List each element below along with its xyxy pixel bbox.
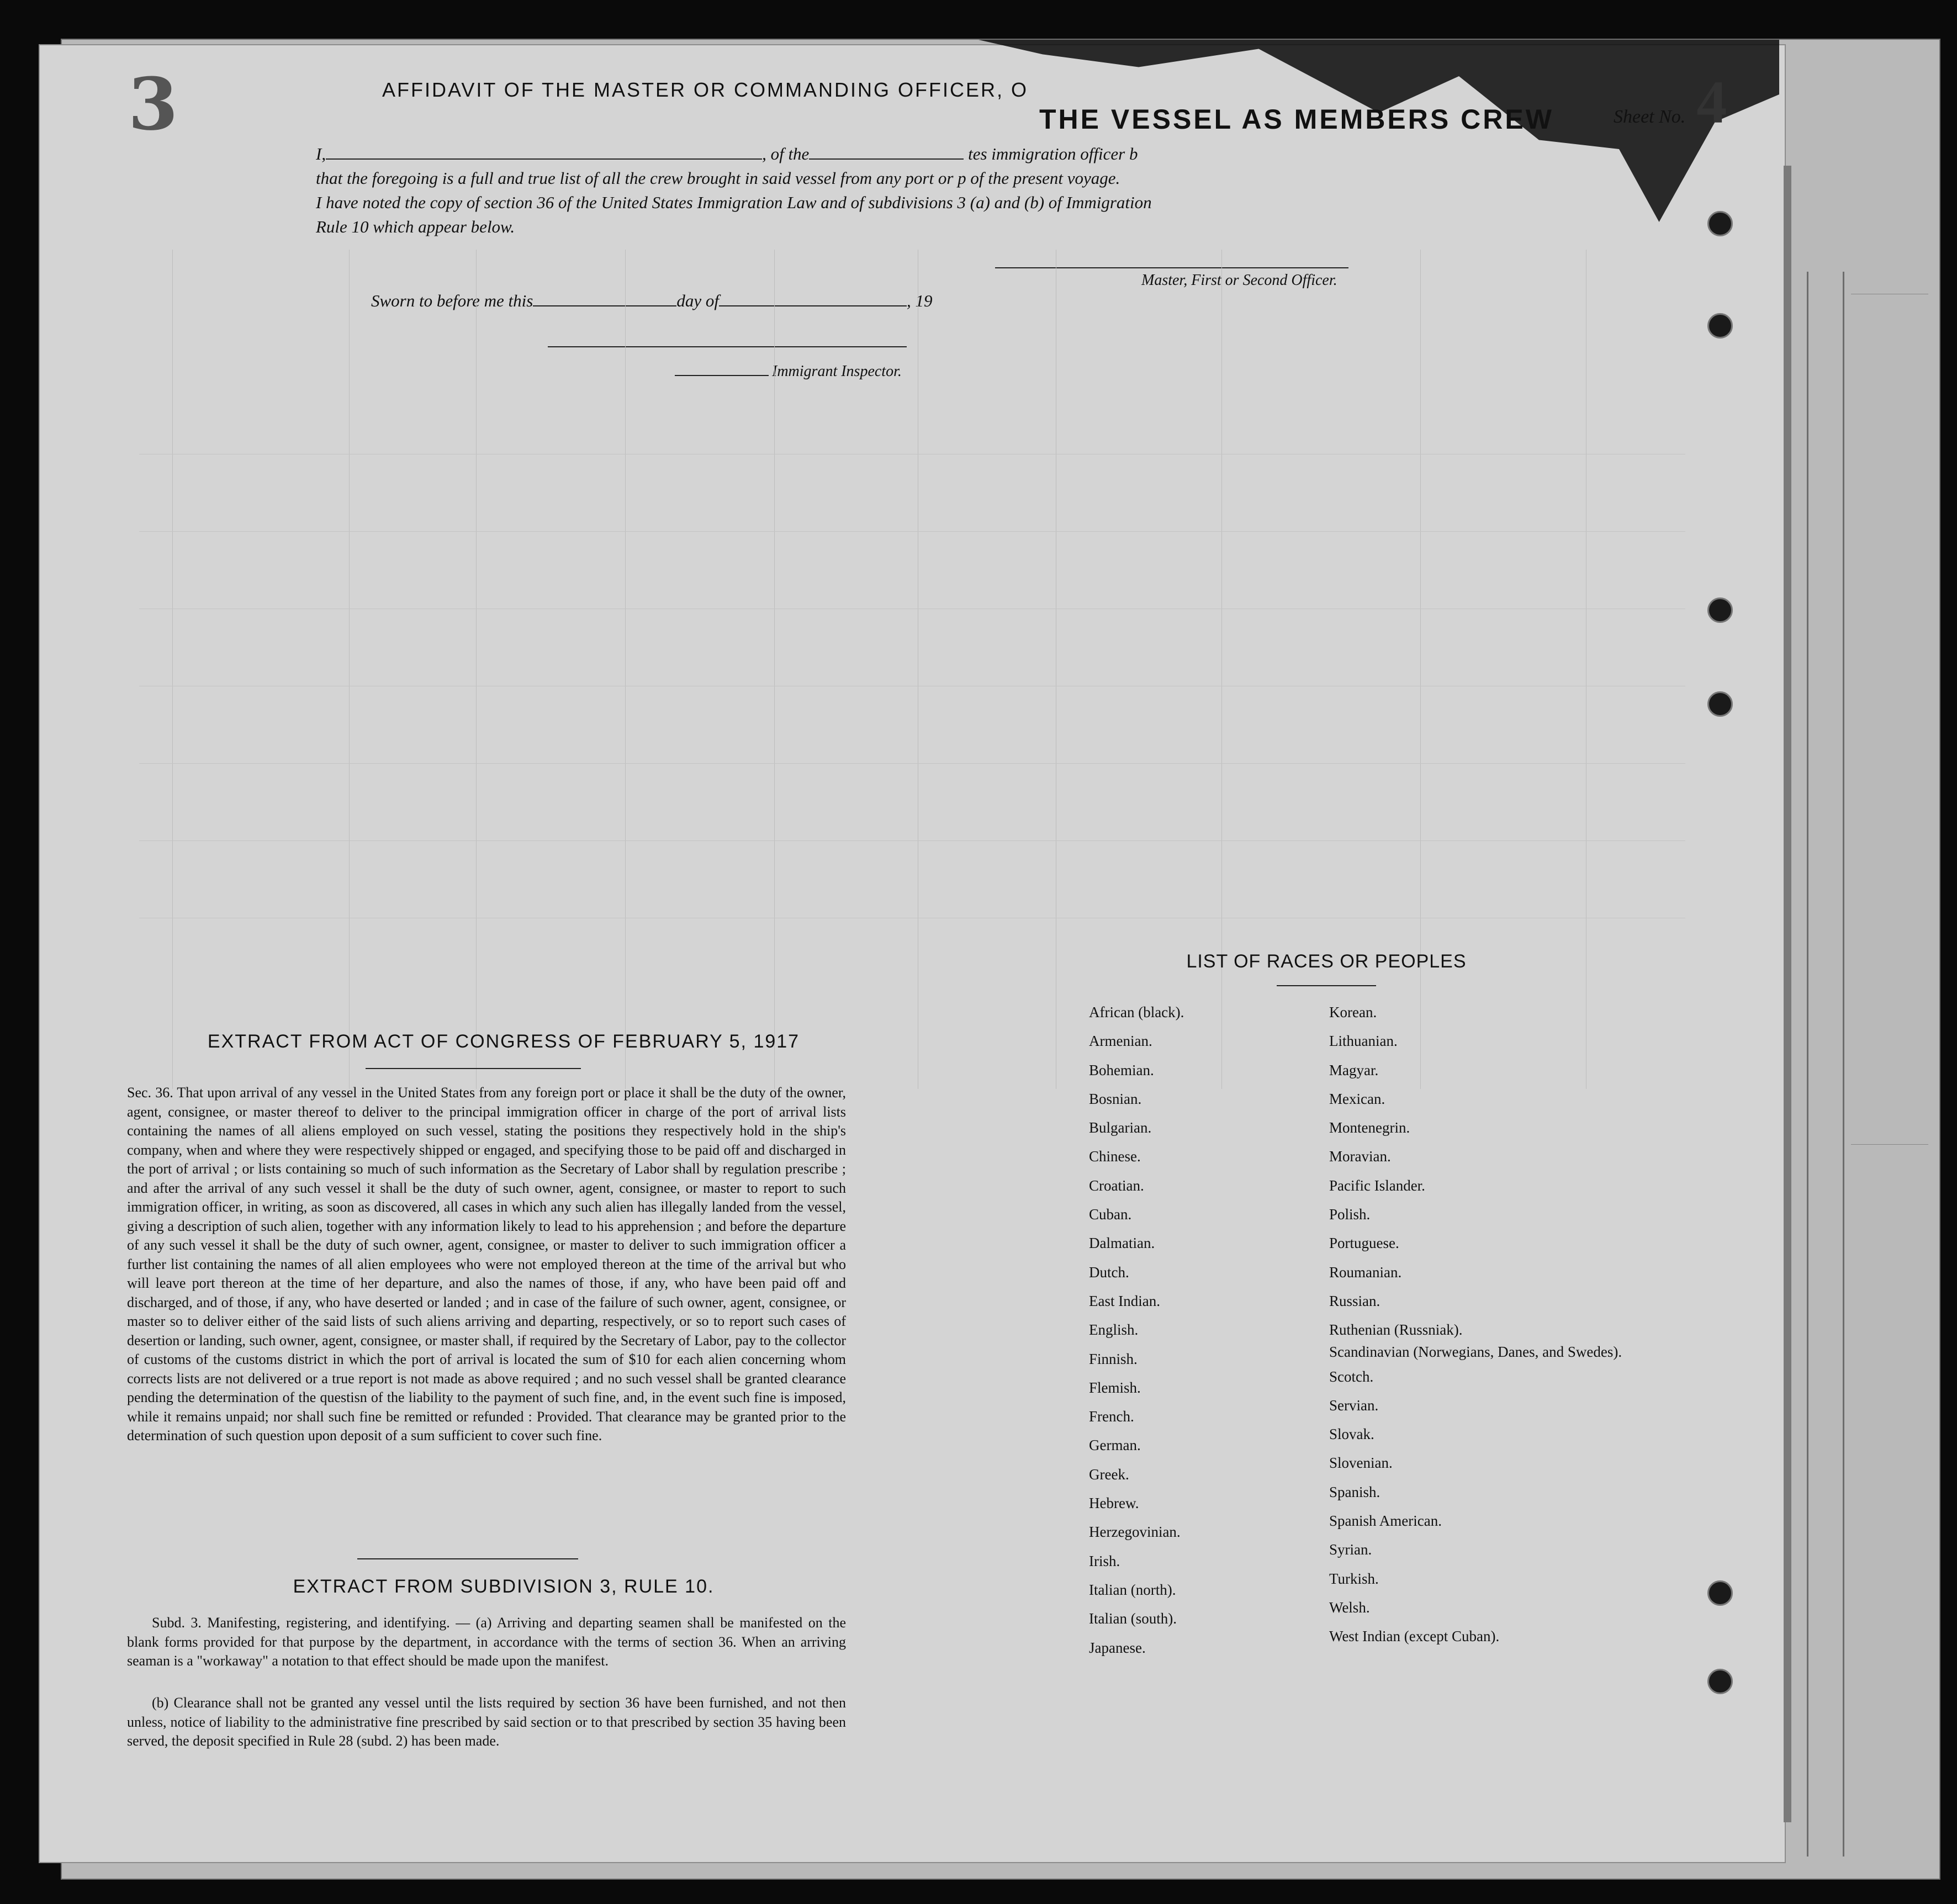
races-column-2 <box>1329 998 1622 1651</box>
race-item: African (black). <box>1089 1004 1184 1020</box>
binder-hole <box>1707 1669 1733 1694</box>
race-item: Herzegovinian. <box>1089 1524 1181 1541</box>
signature-line <box>995 267 1348 268</box>
race-item: Italian (north). <box>1089 1581 1176 1598</box>
binder-hole <box>1707 1580 1733 1606</box>
binder-hole <box>1707 691 1733 717</box>
race-item: Roumanian. <box>1329 1263 1402 1281</box>
race-item: Italian (south). <box>1089 1610 1177 1627</box>
month-blank <box>719 305 907 306</box>
table-rule <box>139 531 1685 532</box>
affidavit-title-line1: AFFIDAVIT OF THE MASTER OR COMMANDING OFFICER, O <box>382 78 1029 101</box>
corner-mark: 3 <box>128 62 178 146</box>
table-rule <box>349 250 350 1089</box>
sworn-statement: Sworn to before me this day of , 19 <box>371 291 933 310</box>
sheet-number-value: 4 <box>1696 68 1727 136</box>
rule-extract-title: EXTRACT FROM SUBDIVISION 3, RULE 10. <box>293 1576 715 1597</box>
race-item: Lithuanian. <box>1329 1033 1398 1050</box>
race-item: Hebrew. <box>1089 1495 1139 1512</box>
grid-rule <box>1851 1144 1928 1145</box>
affidavit-page <box>39 44 1786 1863</box>
affidavit-line-4: Rule 10 which appear below. <box>316 217 515 236</box>
race-item: Spanish. <box>1329 1483 1381 1500</box>
race-item: Cuban. <box>1089 1206 1132 1223</box>
race-item: West Indian (except Cuban). <box>1329 1628 1500 1645</box>
race-item: Armenian. <box>1089 1033 1152 1050</box>
inspector-label: Immigrant Inspector. <box>675 363 902 380</box>
race-item: Japanese. <box>1089 1639 1146 1656</box>
races-column-1 <box>1089 998 1184 1662</box>
rule-extract-rule <box>357 1558 578 1559</box>
race-item: French. <box>1089 1408 1134 1425</box>
race-item: Slovenian. <box>1329 1455 1393 1472</box>
table-rule <box>139 763 1685 764</box>
race-item: Finnish. <box>1089 1350 1138 1367</box>
race-item: Bohemian. <box>1089 1061 1154 1078</box>
act-extract-text: Sec. 36. That upon arrival of any vessel in the United States from any foreign port or place it shall be the duty of the owner, agent, consignee, or master thereof to deliver to the principal immigration officer in charge of the port of arrival lists containing the names of all aliens employed on such vessel, stating the positions they respectively hold in the ship's company, when and where they were respectively shipped or engaged, and specifying those to be paid off and discharged in the port of arrival ; or lists containing so much of such information as the Secretary of Labor shall by regulation prescribe ; and after the arrival of any such vessel it shall be the duty of such owner, agent, consignee, or master to report to such immigration officer, in writing, as soon as discovered, all cases in which any such alien has illegally landed from the vessel, giving a description of such alien, together with any information likely to lead to his apprehension ; and before the departure of any such vessel it shall be the duty of such owner, agent, consignee, or master to deliver to such immigration officer a further list containing the names of all alien employees who were not employed thereon at the time of the arrival but who will leave port thereon at the time of her departure, and also the names of those, if any, who have been paid off and discharged, and of those, if any, who have deserted or landed ; and in case of the failure of such owner, agent, consignee, or master so to deliver either of the said lists of such aliens arriving and departing, respectively, or so to report such cases of desertion or landing, such owner, agent, consignee, or master shall, if required by the Secretary of Labor, pay to the collector of customs of the customs district in which the port of arrival is located the sum of $10 for each alien concerning whom corrects lists are not delivered or a true report is not made as above required ; and no such vessel shall be granted clearance pending the determination of the questisn of the liability to the payment of such fine, and, in the event such fine is imposed, while it remains unpaid; nor shall such fine be remitted or refunded : Provided. That clearance may be granted prior to the determination of such question upon deposit of a sum sufficient to cover such fine. <box>127 1085 846 1443</box>
race-item: Bosnian. <box>1089 1090 1142 1107</box>
race-item: Russian. <box>1329 1292 1381 1309</box>
grid-rule <box>1807 272 1808 1857</box>
race-item: Ruthenian (Russniak). <box>1329 1321 1463 1339</box>
races-title: LIST OF RACES OR PEOPLES <box>1186 951 1467 972</box>
race-item: Welsh. <box>1329 1599 1370 1616</box>
binder-hole <box>1707 597 1733 623</box>
table-rule <box>774 250 775 1089</box>
binder-hole <box>1707 211 1733 236</box>
table-rule <box>139 840 1685 841</box>
race-item: Scotch. <box>1329 1368 1374 1385</box>
race-item: Pacific Islander. <box>1329 1177 1425 1194</box>
race-item: Bulgarian. <box>1089 1119 1152 1136</box>
grid-rule <box>1843 272 1844 1857</box>
race-item: Dalmatian. <box>1089 1235 1155 1252</box>
race-item: Moravian. <box>1329 1148 1391 1165</box>
race-item: Dutch. <box>1089 1263 1129 1281</box>
race-item: Syrian. <box>1329 1541 1372 1558</box>
sheet-number-label: Sheet No. <box>1614 107 1686 127</box>
race-item: Magyar. <box>1329 1061 1379 1078</box>
vessel-blank <box>809 158 964 160</box>
act-extract-rule <box>366 1068 581 1069</box>
race-item: Servian. <box>1329 1397 1379 1414</box>
race-item: Croatian. <box>1089 1177 1144 1194</box>
rule-extract-para-b: (b) Clearance shall not be granted any vessel until the lists required by section 36 have been furnished, and not then unless, notice of liability to the administrative fine prescribed by said section or to that prescribed by section 35 having been served, the deposit specified in Rule 28 (subd. 2) has been made. <box>127 1695 846 1749</box>
signature-label: Master, First or Second Officer. <box>1141 272 1337 289</box>
race-item: Montenegrin. <box>1329 1119 1410 1136</box>
races-title-rule <box>1277 985 1376 986</box>
race-item: Slovak. <box>1329 1426 1374 1443</box>
sheet-number <box>1614 67 1727 137</box>
race-item: Chinese. <box>1089 1148 1141 1165</box>
race-item: Polish. <box>1329 1206 1371 1223</box>
binder-hole <box>1707 313 1733 339</box>
race-item: Greek. <box>1089 1466 1129 1483</box>
affidavit-text <box>316 142 1442 239</box>
day-blank <box>533 305 676 306</box>
table-rule <box>476 250 477 1089</box>
rule-extract-para-a: Subd. 3. Manifesting, registering, and identifying. — (a) Arriving and departing seamen shall be manifested on the blank forms provided for that purpose by the department, in accordance with the terms of section 36. When an arriving seaman is a "workaway" a notation to that effect should be made upon the manifest. <box>127 1615 846 1669</box>
race-item: Mexican. <box>1329 1090 1385 1107</box>
act-extract-title: EXTRACT FROM ACT OF CONGRESS OF FEBRUARY 5, 1917 <box>207 1031 800 1052</box>
name-blank <box>326 158 762 160</box>
affidavit-line-2: that the foregoing is a full and true list of all the crew brought in said vessel from any port or p of the present voyage. <box>316 168 1120 188</box>
race-item: East Indian. <box>1089 1292 1160 1309</box>
race-item: German. <box>1089 1437 1141 1454</box>
page-edge <box>1784 166 1791 1822</box>
race-item: Portuguese. <box>1329 1235 1399 1252</box>
race-item: Turkish. <box>1329 1570 1379 1587</box>
affidavit-title-line2: THE VESSEL AS MEMBERS CREW <box>1039 104 1554 135</box>
affidavit-line-1: I, , of the tes immigration officer b <box>316 144 1138 163</box>
race-item: Flemish. <box>1089 1379 1141 1396</box>
race-item: Irish. <box>1089 1552 1120 1569</box>
table-rule <box>625 250 626 1089</box>
race-item: Scandinavian (Norwegians, Danes, and Swedes). <box>1329 1343 1622 1360</box>
inspector-line <box>548 346 907 347</box>
table-rule <box>172 250 173 1089</box>
affidavit-line-3: I have noted the copy of section 36 of the United States Immigration Law and of subdivisions 3 (a) and (b) of Immigration <box>316 193 1152 212</box>
race-item: Spanish American. <box>1329 1512 1442 1530</box>
race-item: English. <box>1089 1321 1139 1339</box>
race-item: Korean. <box>1329 1004 1377 1020</box>
